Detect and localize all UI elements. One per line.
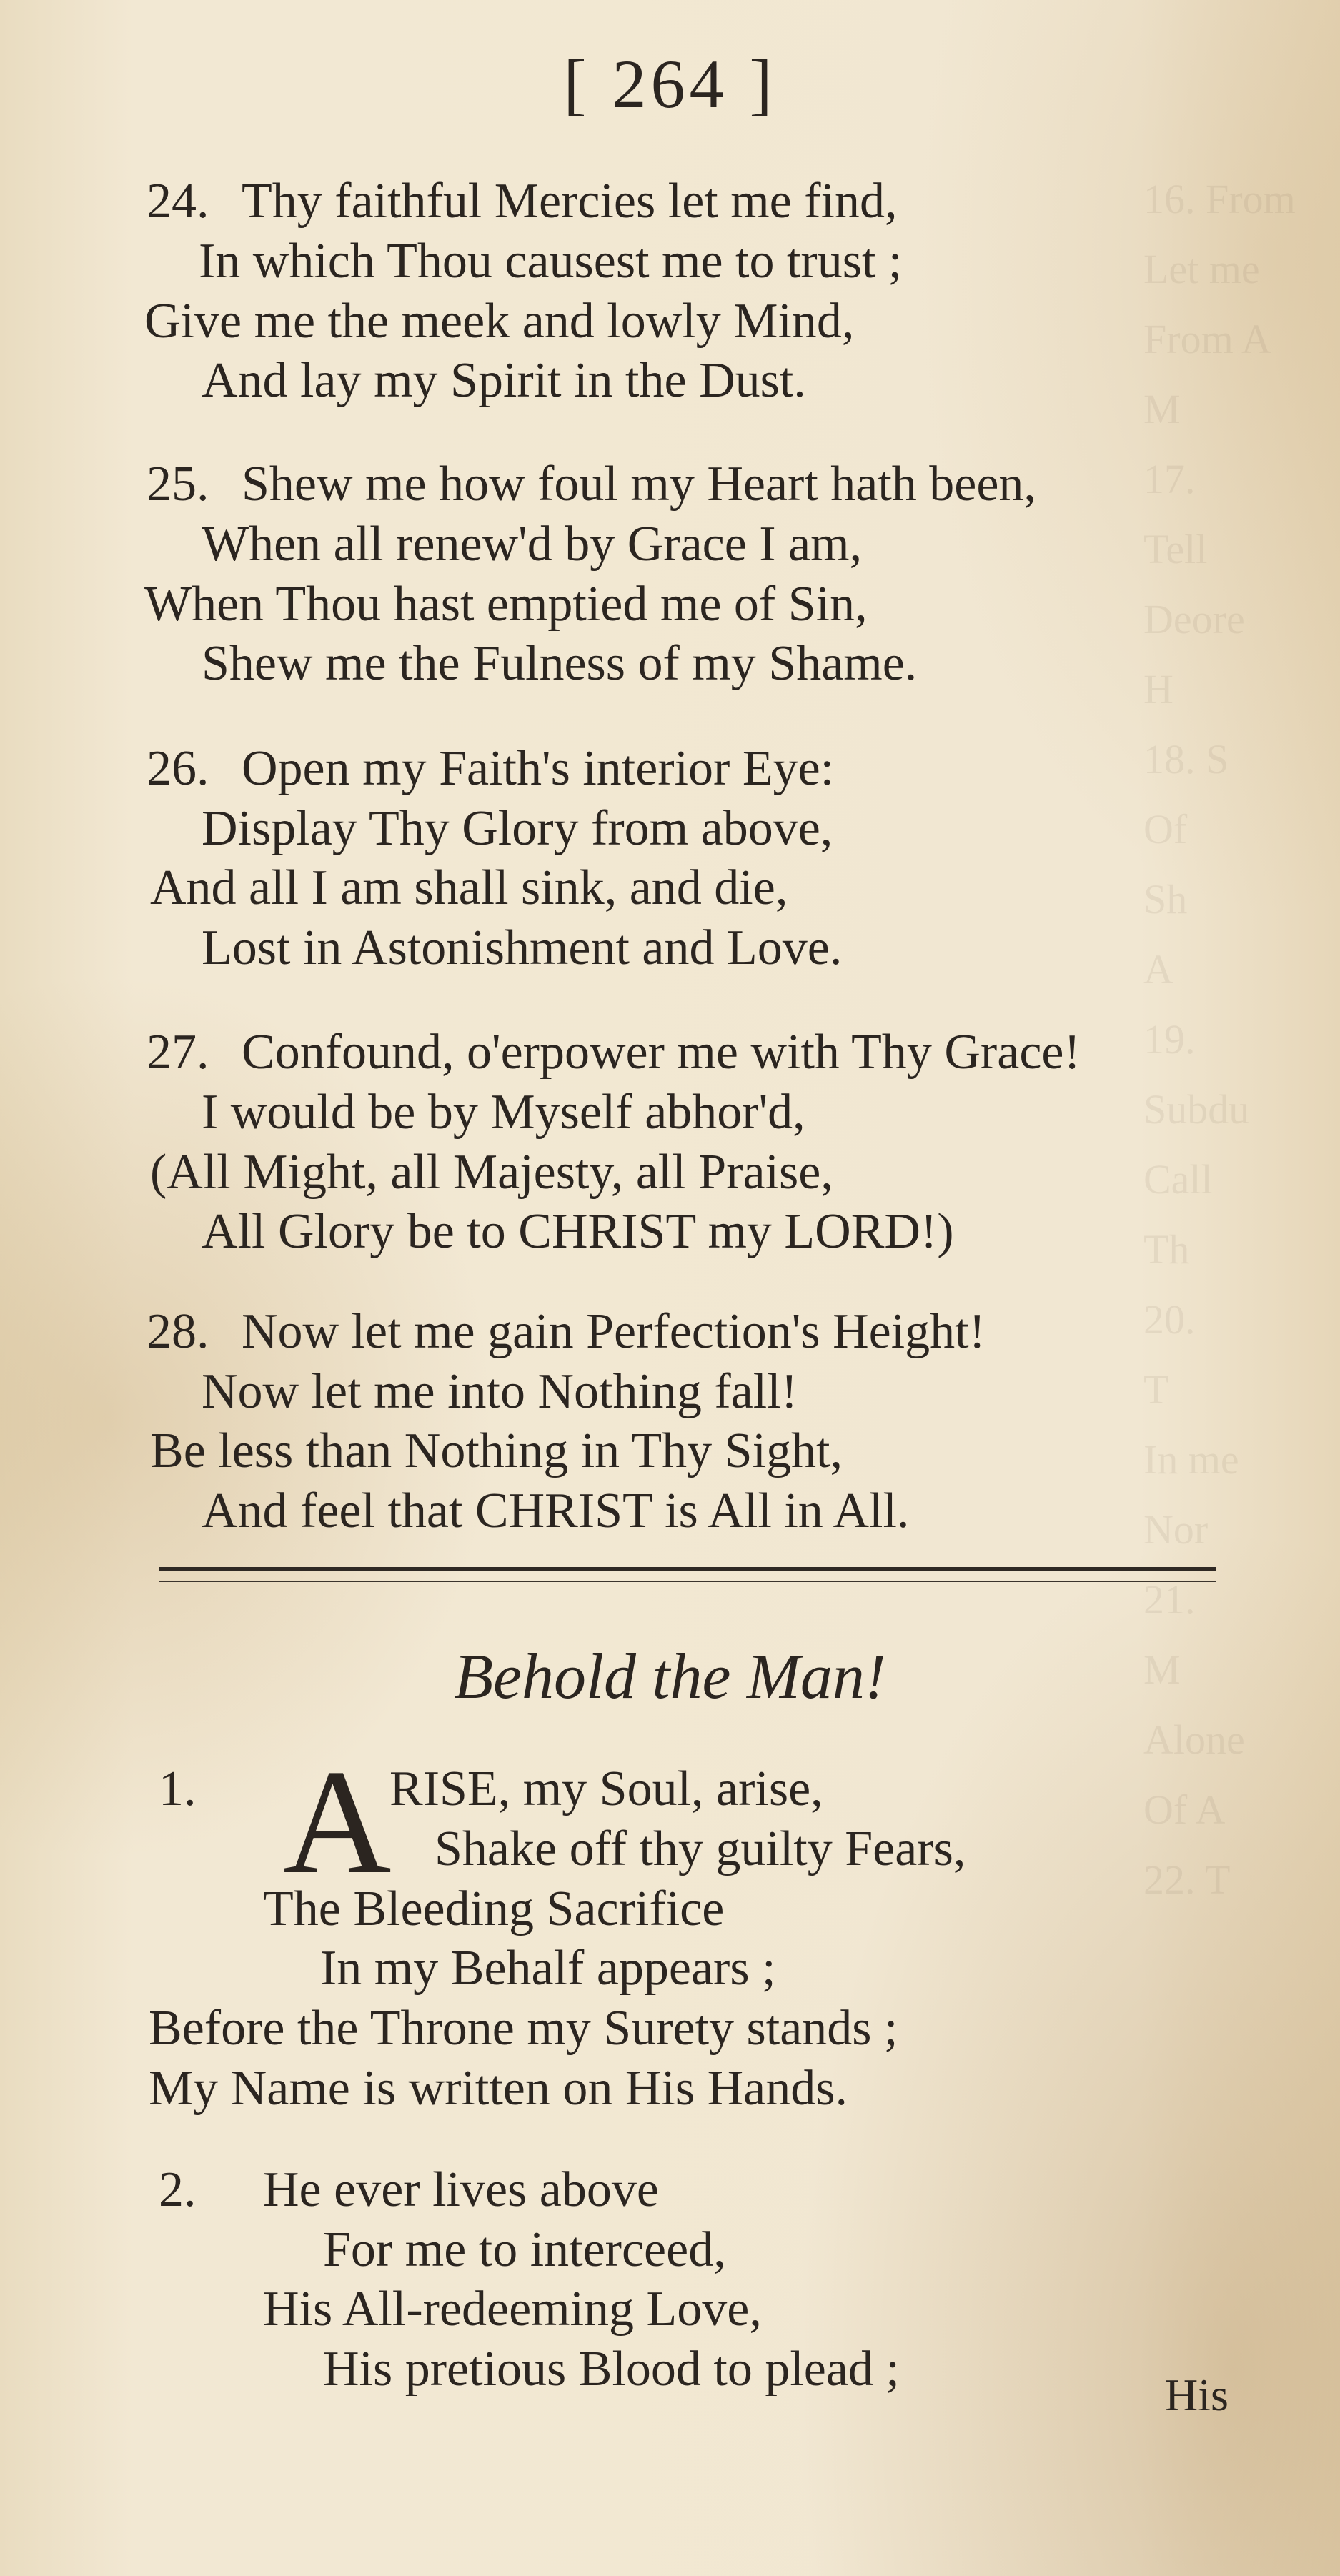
verse-line: My Name is written on His Hands. [149,2061,848,2116]
verse-line: And lay my Spirit in the Dust. [202,353,806,408]
verse-line: Shew me the Fulness of my Shame. [202,636,918,691]
verse-line: His pretious Blood to plead ; [323,2342,900,2397]
verse-line: Lost in Astonishment and Love. [202,920,843,975]
verse-line: His All-redeeming Love, [263,2282,762,2337]
stanza-number: 26. [147,741,209,796]
verse-line: In my Behalf appears ; [320,1941,776,1996]
verse-line: RISE, my Soul, arise, [389,1761,823,1816]
stanza-number: 28. [147,1304,209,1359]
page-number: [ 264 ] [563,46,777,122]
verse-line: Before the Throne my Surety stands ; [149,2001,898,2056]
verse-number: 1. [159,1761,197,1816]
verse-line: Now let me gain Perfection's Height! [242,1304,986,1359]
verse-line: When all renew'd by Grace I am, [202,517,863,572]
verse-line: I would be by Myself abhor'd, [202,1085,805,1140]
verse-line: Shew me how foul my Heart hath been, [242,457,1036,512]
verse-line: Give me the meek and lowly Mind, [144,294,855,349]
catchword: His [1165,2369,1229,2420]
verse-line: Display Thy Glory from above, [202,801,833,856]
verse-line: In which Thou causest me to trust ; [199,234,903,289]
bleed-through-text: 16. From Let me From A M 17. Tell Deore H 18. S Of Sh A 19. Subdu Call Th 20. T In me Nor 21. M Alone Of A 22. T [1143,176,1296,1903]
verse-line: When Thou hast emptied me of Sin, [144,577,868,632]
hymn-title: Behold the Man! [454,1641,886,1712]
verse-line: The Bleeding Sacrifice [263,1881,725,1936]
stanza-number: 25. [147,457,209,512]
verse-line: All Glory be to CHRIST my LORD!) [202,1204,954,1259]
verse-line: For me to interceed, [323,2222,726,2277]
stanza-number: 24. [147,174,209,229]
stanza-number: 27. [147,1025,209,1080]
verse-line: Be less than Nothing in Thy Sight, [150,1423,843,1478]
drop-cap: A [283,1739,392,1905]
verse-line: Thy faithful Mercies let me find, [242,174,898,229]
verse-line: Now let me into Nothing fall! [202,1364,798,1419]
verse-line: And all I am shall sink, and die, [150,860,788,915]
verse-number: 2. [159,2162,197,2217]
verse-line: Confound, o'erpower me with Thy Grace! [242,1025,1081,1080]
verse-line: And feel that CHRIST is All in All. [202,1483,910,1538]
verse-line: (All Might, all Majesty, all Praise, [150,1145,833,1200]
verse-line: Open my Faith's interior Eye: [242,741,835,796]
verse-line: Shake off thy guilty Fears, [435,1821,966,1876]
verse-line: He ever lives above [263,2162,659,2217]
section-divider [159,1567,1216,1582]
